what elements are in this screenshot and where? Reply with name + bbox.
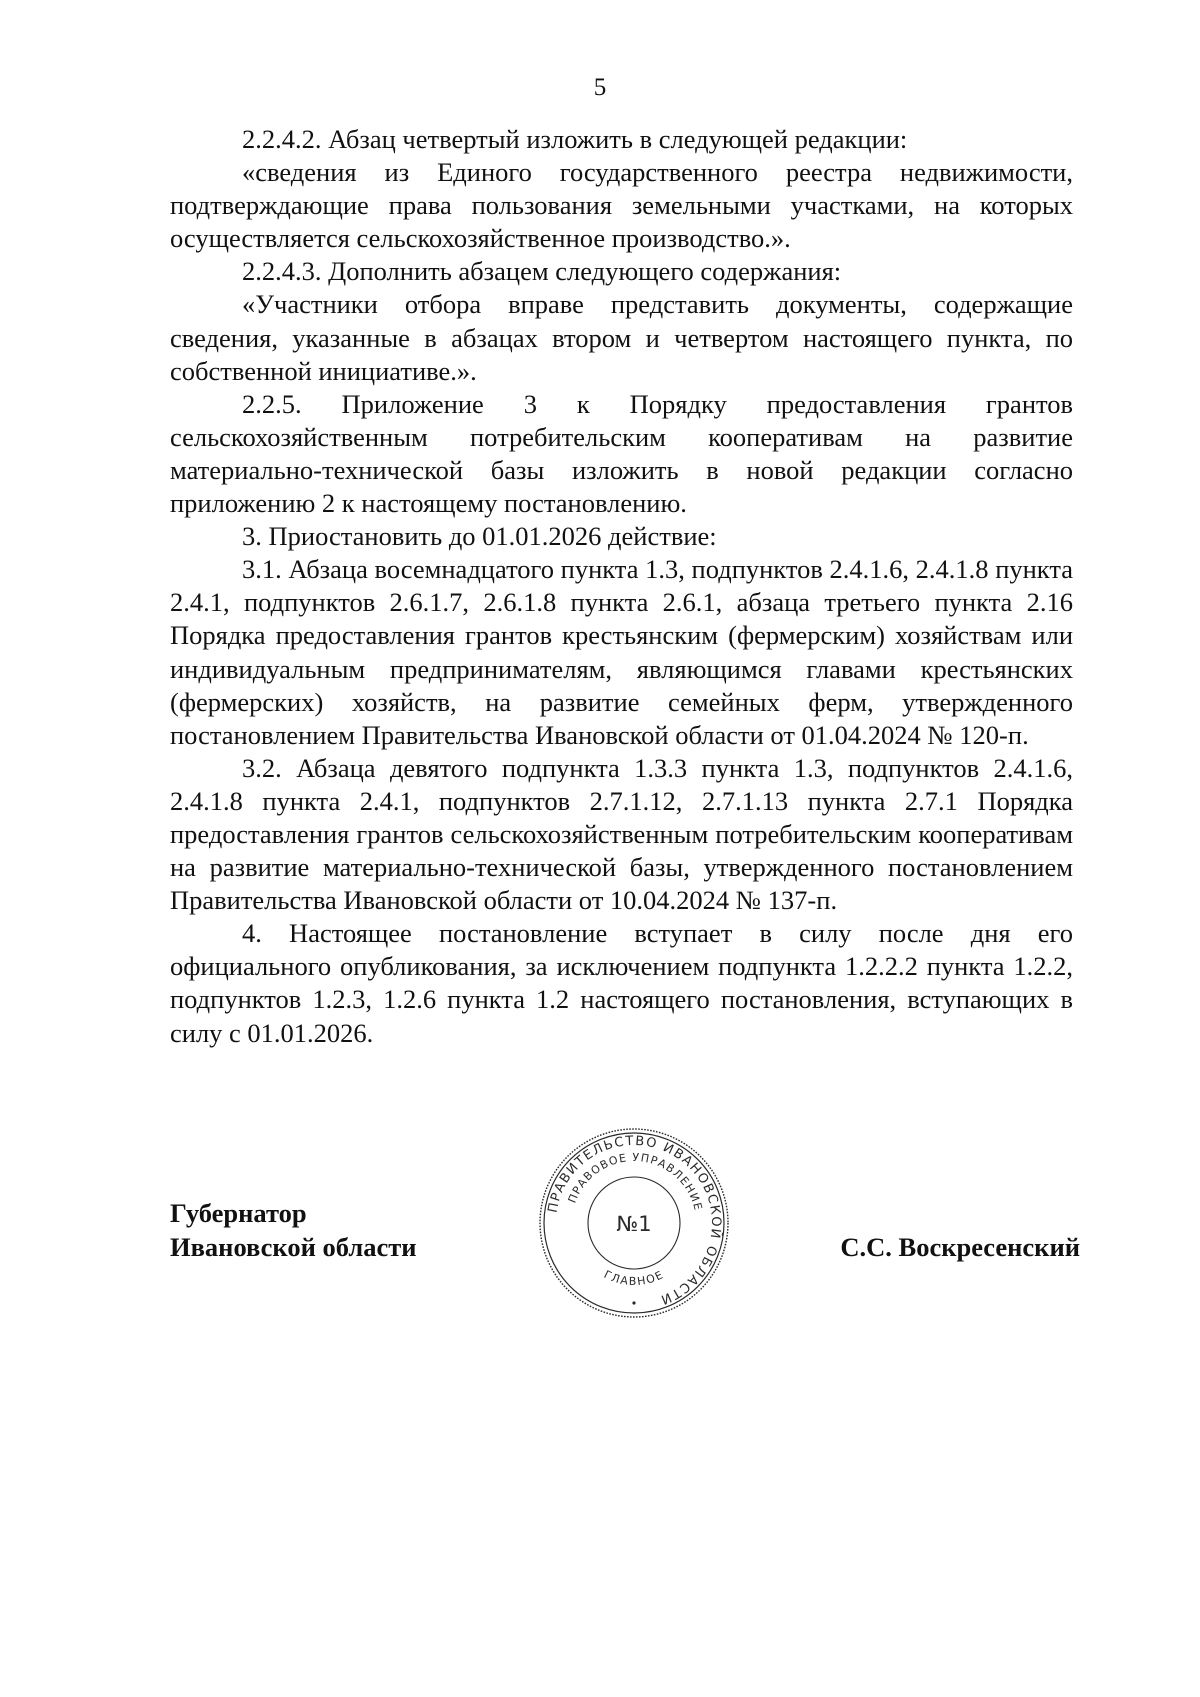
official-stamp	[536, 1125, 732, 1321]
stamp-outer-text: ПРАВИТЕЛЬСТВО ИВАНОВСКОЙ ОБЛАСТИ	[545, 1133, 724, 1308]
paragraph-3: 3. Приостановить до 01.01.2026 действие:	[242, 521, 717, 552]
paragraph-2-2-5: 2.2.5. Приложение 3 к Порядку предоставления грантов сельскохозяйственным потребительским кооперативам на развитие материально-технической базы изложить в новой редакции согласно приложению 2 к настоящему постановлению.	[170, 388, 1073, 519]
signatory-name: С.С. Воскресенский	[840, 1232, 1080, 1262]
paragraph-3-2: 3.2. Абзаца девятого подпункта 1.3.3 пункта 1.3, подпунктов 2.4.1.6, 2.4.1.8 пункта 2.4.1, подпунктов 2.7.1.12, 2.7.1.13 пункта 2.7.1 Порядка предоставления грантов сельскохозяйственным потребительским кооперативам на развитие материально-технической базы, утвержденного постановлением Правительства Ивановской области от 10.04.2024 № 137-п.	[170, 752, 1073, 916]
paragraph-egrn-quote: «сведения из Единого государственного реестра недвижимости, подтверждающие права пользования земельными участками, на которых осуществляется сельскохозяйственное производство.».	[170, 157, 1073, 254]
paragraph-2-2-4-2: 2.2.4.2. Абзац четвертый изложить в следующей редакции:	[242, 124, 908, 154]
stamp-center-number: №1	[616, 1212, 652, 1236]
page-number: 5	[593, 74, 607, 101]
stamp-bottom-text: ГЛАВНОЕ	[601, 1267, 667, 1289]
stamp-inner-text: ПРАВОВОЕ УПРАВЛЕНИЕ	[565, 1150, 705, 1213]
signatory-title-line2: Ивановской области	[170, 1232, 417, 1262]
paragraph-3-1: 3.1. Абзаца восемнадцатого пункта 1.3, подпунктов 2.4.1.6, 2.4.1.8 пункта 2.4.1, подпунктов 2.6.1.7, 2.6.1.8 пункта 2.6.1, абзаца третьего пункта 2.16 Порядка предоставления грантов крестьянским (фермерским) хозяйствам или индивидуальным предпринимателям, являющимся главами крестьянских (фермерских) хозяйств, на развитие семейных ферм, утвержденного постановлением Правительства Ивановской области от 01.04.2024 № 120-п.	[170, 554, 1073, 750]
document-body	[170, 123, 1073, 1050]
stamp-dot-mark	[632, 1301, 635, 1304]
paragraph-4: 4. Настоящее постановление вступает в силу после дня его официального опубликования, за исключением подпункта 1.2.2.2 пункта 1.2.2, подпунктов 1.2.3, 1.2.6 пункта 1.2 настоящего постановления, вступающих в силу с 01.01.2026.	[170, 918, 1073, 1048]
paragraph-2-2-4-3: 2.2.4.3. Дополнить абзацем следующего содержания:	[242, 256, 842, 287]
paragraph-participants-quote: «Участники отбора вправе представить документы, содержащие сведения, указанные в абзацах втором и четвертом настоящего пункта, по собственной инициативе.».	[170, 289, 1073, 386]
signatory-title-line1: Губернатор	[170, 1198, 307, 1228]
